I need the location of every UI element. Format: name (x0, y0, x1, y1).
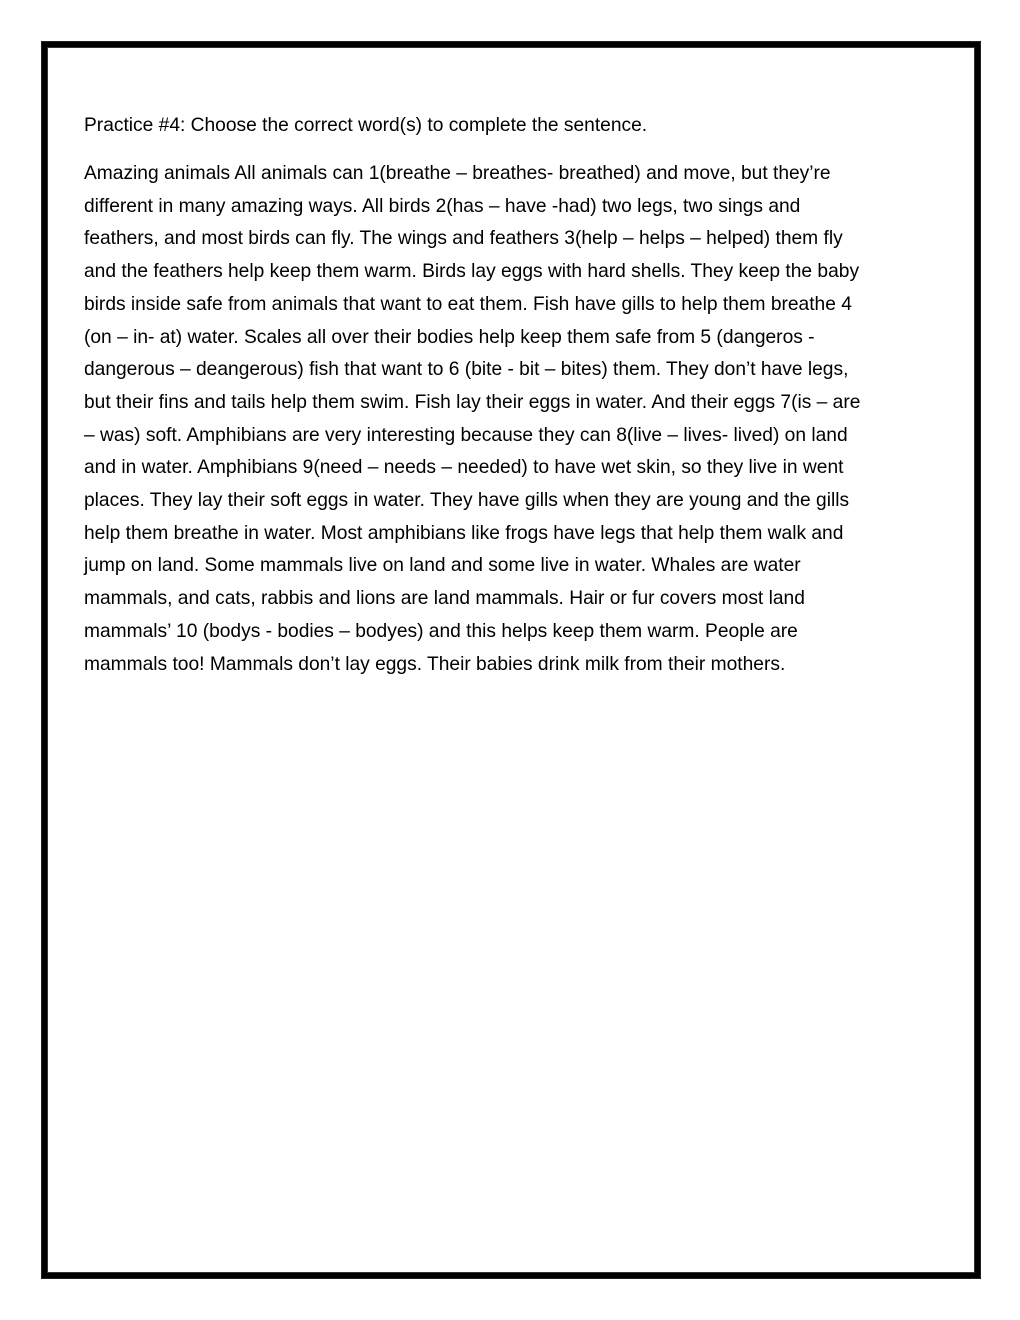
practice-instruction: Practice #4: Choose the correct word(s) to complete the sentence. (84, 115, 648, 136)
passage-line: Amazing animals All animals can 1(breathe – breathes- breathed) and move, but they’re (84, 163, 831, 184)
passage-line: mammals’ 10 (bodys - bodies – bodyes) and this helps keep them warm. People are (84, 620, 798, 642)
passage-line: mammals, and cats, rabbis and lions are land mammals. Hair or fur covers most land (84, 588, 805, 610)
passage-line: mammals too! Mammals don’t lay eggs. Their babies drink milk from their mothers. (84, 653, 786, 675)
worksheet-content (84, 110, 956, 681)
passage-line: feathers, and most birds can fly. The wings and feathers 3(help – helps – helped) them fly (84, 228, 843, 250)
passage-line: (on – in- at) water. Scales all over their bodies help keep them safe from 5 (dangeros - (84, 326, 815, 348)
passage-line: – was) soft. Amphibians are very interesting because they can 8(live – lives- lived) on land (84, 424, 848, 446)
passage-line: different in many amazing ways. All birds 2(has – have -had) two legs, two sings and (84, 195, 801, 217)
passage-line: jump on land. Some mammals live on land and some live in water. Whales are water (84, 555, 801, 577)
passage-line: birds inside safe from animals that want to eat them. Fish have gills to help them breathe 4 (84, 293, 852, 315)
passage-line: help them breathe in water. Most amphibians like frogs have legs that help them walk and (84, 522, 844, 544)
passage-line: and in water. Amphibians 9(need – needs – needed) to have wet skin, so they live in went (84, 457, 844, 479)
passage-line: dangerous – deangerous) fish that want to 6 (bite - bit – bites) them. They don’t have legs, (84, 359, 849, 381)
reading-passage (84, 158, 956, 681)
passage-line: but their fins and tails help them swim. Fish lay their eggs in water. And their eggs 7(is – are (84, 391, 861, 413)
passage-line: and the feathers help keep them warm. Birds lay eggs with hard shells. They keep the baby (84, 261, 860, 283)
passage-line: places. They lay their soft eggs in water. They have gills when they are young and the gills (84, 490, 850, 512)
